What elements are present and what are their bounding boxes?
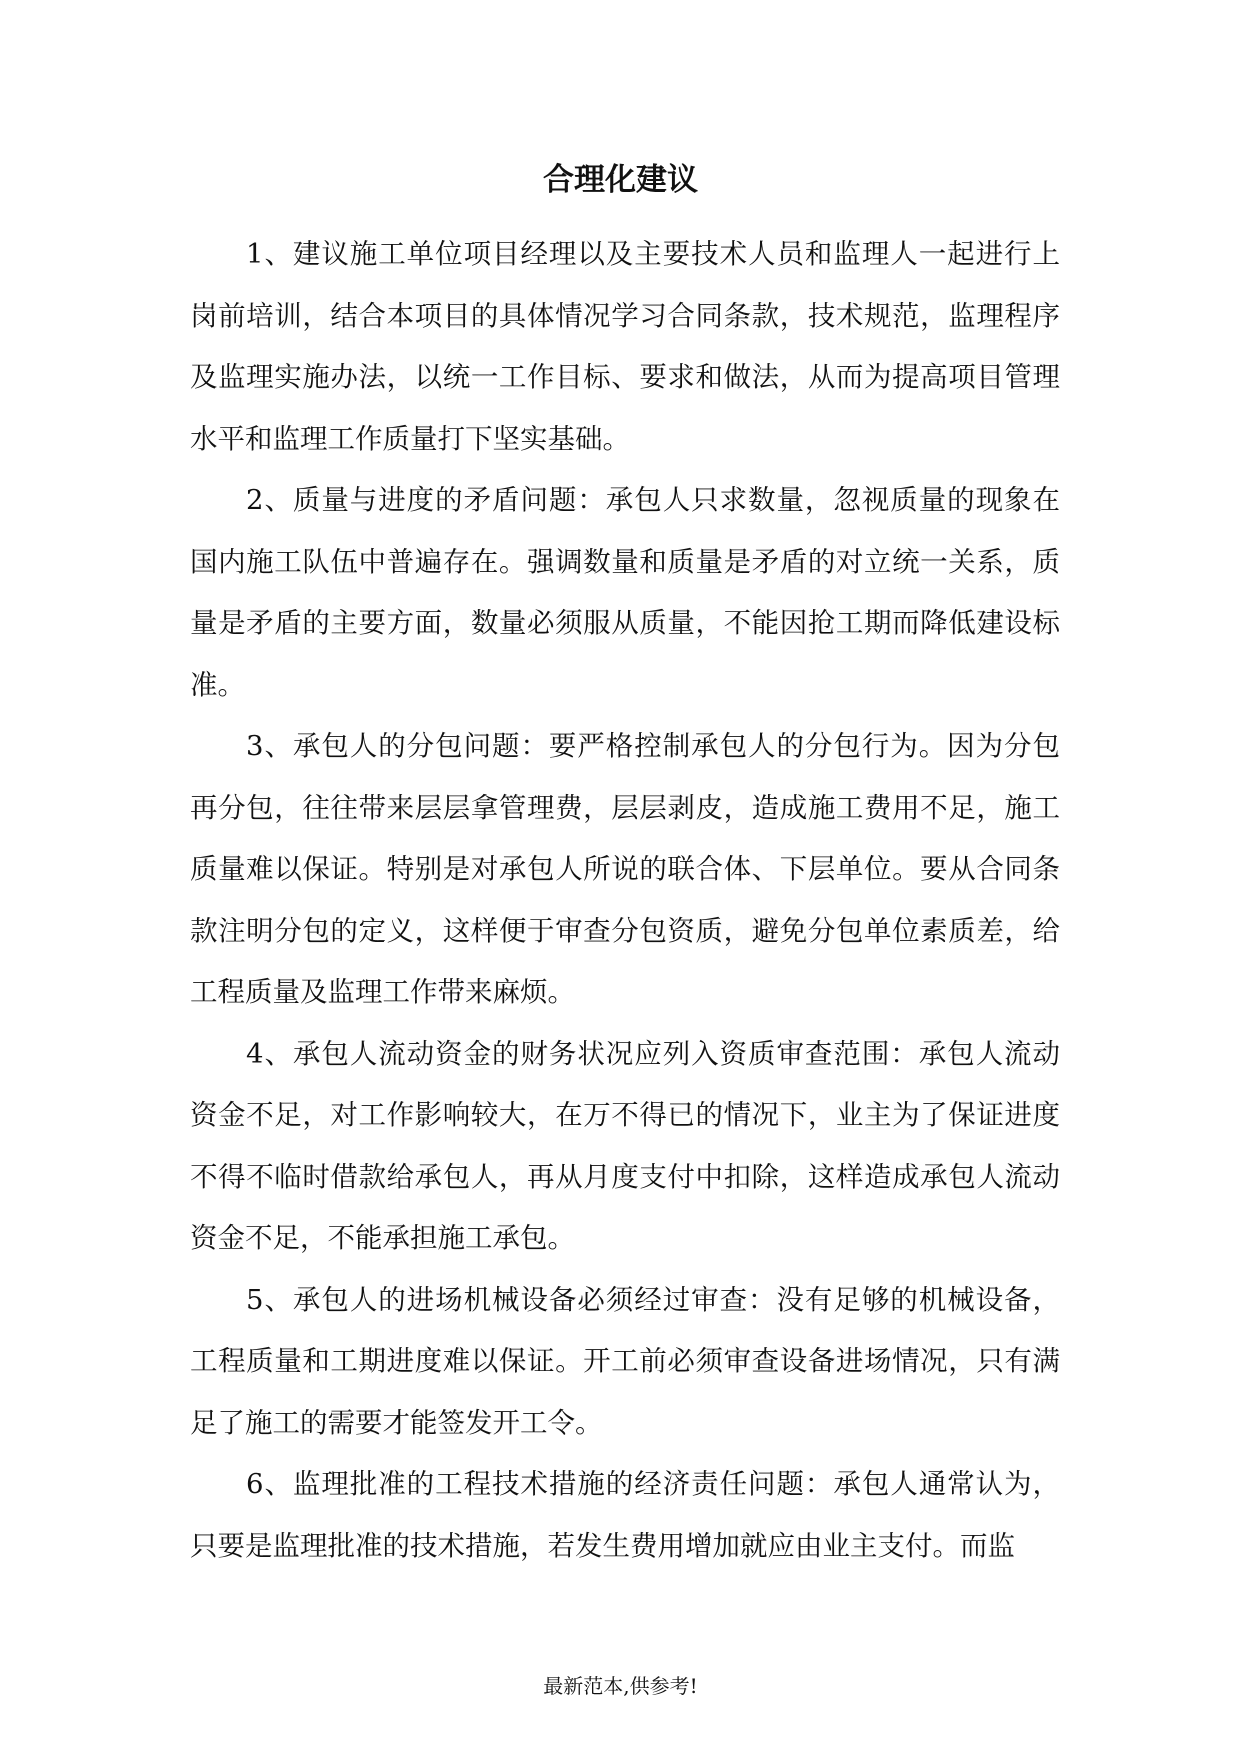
paragraph-3: 3、承包人的分包问题：要严格控制承包人的分包行为。因为分包再分包，往往带来层层拿管理费，层层剥皮，造成施工费用不足，施工质量难以保证。特别是对承包人所说的联合体、下层单位。要从合同条款注明分包的定义，这样便于审查分包资质，避免分包单位素质差，给工程质量及监理工作带来麻烦。	[190, 730, 1060, 1008]
paragraph-2: 2、质量与进度的矛盾问题：承包人只求数量，忽视质量的现象在国内施工队伍中普遍存在。强调数量和质量是矛盾的对立统一关系，质量是矛盾的主要方面，数量必须服从质量，不能因抢工期而降低建设标准。	[190, 484, 1060, 701]
paragraph-5: 5、承包人的进场机械设备必须经过审查：没有足够的机械设备，工程质量和工期进度难以保证。开工前必须审查设备进场情况，只有满足了施工的需要才能签发开工令。	[190, 1283, 1060, 1439]
page-footer: 最新范本,供参考!	[543, 1674, 698, 1698]
page-title: 合理化建议	[543, 162, 698, 198]
paragraph-4: 4、承包人流动资金的财务状况应列入资质审查范围：承包人流动资金不足，对工作影响较大，在万不得已的情况下，业主为了保证进度不得不临时借款给承包人，再从月度支付中扣除，这样造成承包人流动资金不足，不能承担施工承包。	[190, 1037, 1060, 1254]
paragraph-6: 6、监理批准的工程技术措施的经济责任问题：承包人通常认为，只要是监理批准的技术措施，若发生费用增加就应由业主支付。而监	[190, 1468, 1060, 1562]
document-body	[190, 224, 1060, 1577]
paragraph-1: 1、建议施工单位项目经理以及主要技术人员和监理人一起进行上岗前培训，结合本项目的具体情况学习合同条款，技术规范，监理程序及监理实施办法，以统一工作目标、要求和做法，从而为提高项目管理水平和监理工作质量打下坚实基础。	[190, 238, 1060, 455]
